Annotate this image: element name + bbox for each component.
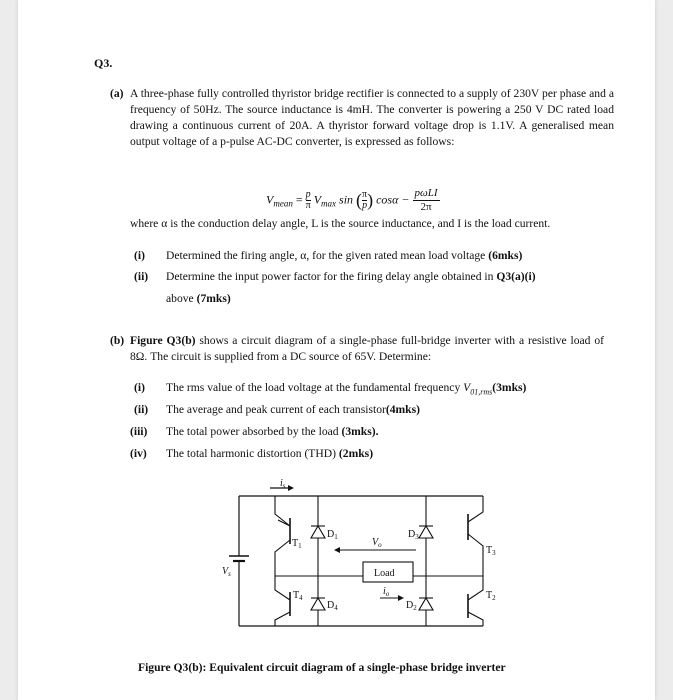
item-b-ii-text: The average and peak current of each transistor(4mks): [166, 403, 420, 416]
transistor-t4: [275, 576, 290, 626]
document-page: [18, 0, 655, 700]
item-a-ii-text-cont: above (7mks): [166, 292, 231, 305]
item-b-iii-text: The total power absorbed by the load (3mks).: [166, 425, 379, 438]
item-a-i-text: Determined the firing angle, α, for the given rated mean load voltage (6mks): [166, 249, 523, 262]
transistor-t1: [275, 496, 290, 576]
svg-text:io: $i_o$: [383, 586, 390, 598]
svg-text:T3: $T_3$: [486, 545, 496, 557]
question-number: Q3.: [94, 56, 113, 70]
diode-d2-body: [419, 598, 433, 610]
where-text: where α is the conduction delay angle, L is the source inductance, and I is the load current.: [130, 217, 551, 230]
part-a-intro: A three-phase fully controlled thyristor bridge rectifier is connected to a supply of 230V per phase and a frequency of 50Hz. The source inductance is 4mH. The converter is powering a 250 V DC rated load drawing a continuous current of 20A. A thyristor forward voltage drop is 1.1V. A generalised mean output voltage of a p-pulse AC-DC converter, is expressed as follows:: [130, 87, 614, 148]
svg-text:Load: Load: [374, 568, 395, 579]
svg-text:T2: $T_2$: [486, 590, 496, 602]
part-b-label: (b): [110, 334, 125, 347]
item-b-iv-num: (iv): [130, 447, 147, 460]
part-a-label: (a): [110, 87, 124, 100]
diode-d1-body: [311, 526, 325, 538]
diode-d3-body: [419, 526, 433, 538]
item-b-ii-num: (ii): [134, 403, 149, 416]
item-b-iv-text: The total harmonic distortion (THD) (2mks): [166, 447, 374, 460]
item-b-iii-num: (iii): [130, 425, 148, 438]
item-a-ii-num: (ii): [134, 270, 149, 283]
inverter-circuit-diagram: [18, 0, 655, 700]
svg-text:D4: $D_4$: [327, 600, 338, 612]
item-a-ii-text: Determine the input power factor for the firing delay angle obtained in Q3(a)(i): [166, 270, 536, 283]
mean-voltage-equation: $V_{mean}$ = $\frac{p}{\pi}$ $V_{max}$ sin ( $\frac{\pi}{p}$ ) cosα − pωLI 2π: [266, 187, 438, 213]
diode-d4-body: [311, 598, 325, 610]
figure-caption: Figure Q3(b): Equivalent circuit diagram of a single-phase bridge inverter: [138, 661, 506, 674]
item-b-i-text: The rms value of the load voltage at the fundamental frequency $V_{01,rms}(3mks)$: [166, 381, 527, 397]
svg-text:D1: $D_1$: [327, 529, 338, 541]
item-b-i-num: (i): [134, 381, 145, 394]
transistor-t2: [468, 576, 483, 626]
svg-text:T4: $T_4$: [293, 590, 303, 602]
transistor-t3: [468, 496, 483, 576]
svg-text:Vs: $V_s$: [222, 566, 231, 578]
svg-text:T1: $T_1$: [292, 538, 302, 550]
svg-text:Vo: $V_o$: [372, 537, 382, 549]
svg-text:D3: $D_3$: [408, 529, 419, 541]
item-a-i-num: (i): [134, 249, 145, 262]
part-b-intro: Figure Q3(b) shows a circuit diagram of a single-phase full-bridge inverter with a resistive load of 8Ω. The circuit is supplied from a DC source of 65V. Determine:: [130, 334, 604, 363]
svg-text:D2: $D_2$: [406, 600, 417, 612]
svg-text:is: $i_s$: [280, 478, 286, 490]
